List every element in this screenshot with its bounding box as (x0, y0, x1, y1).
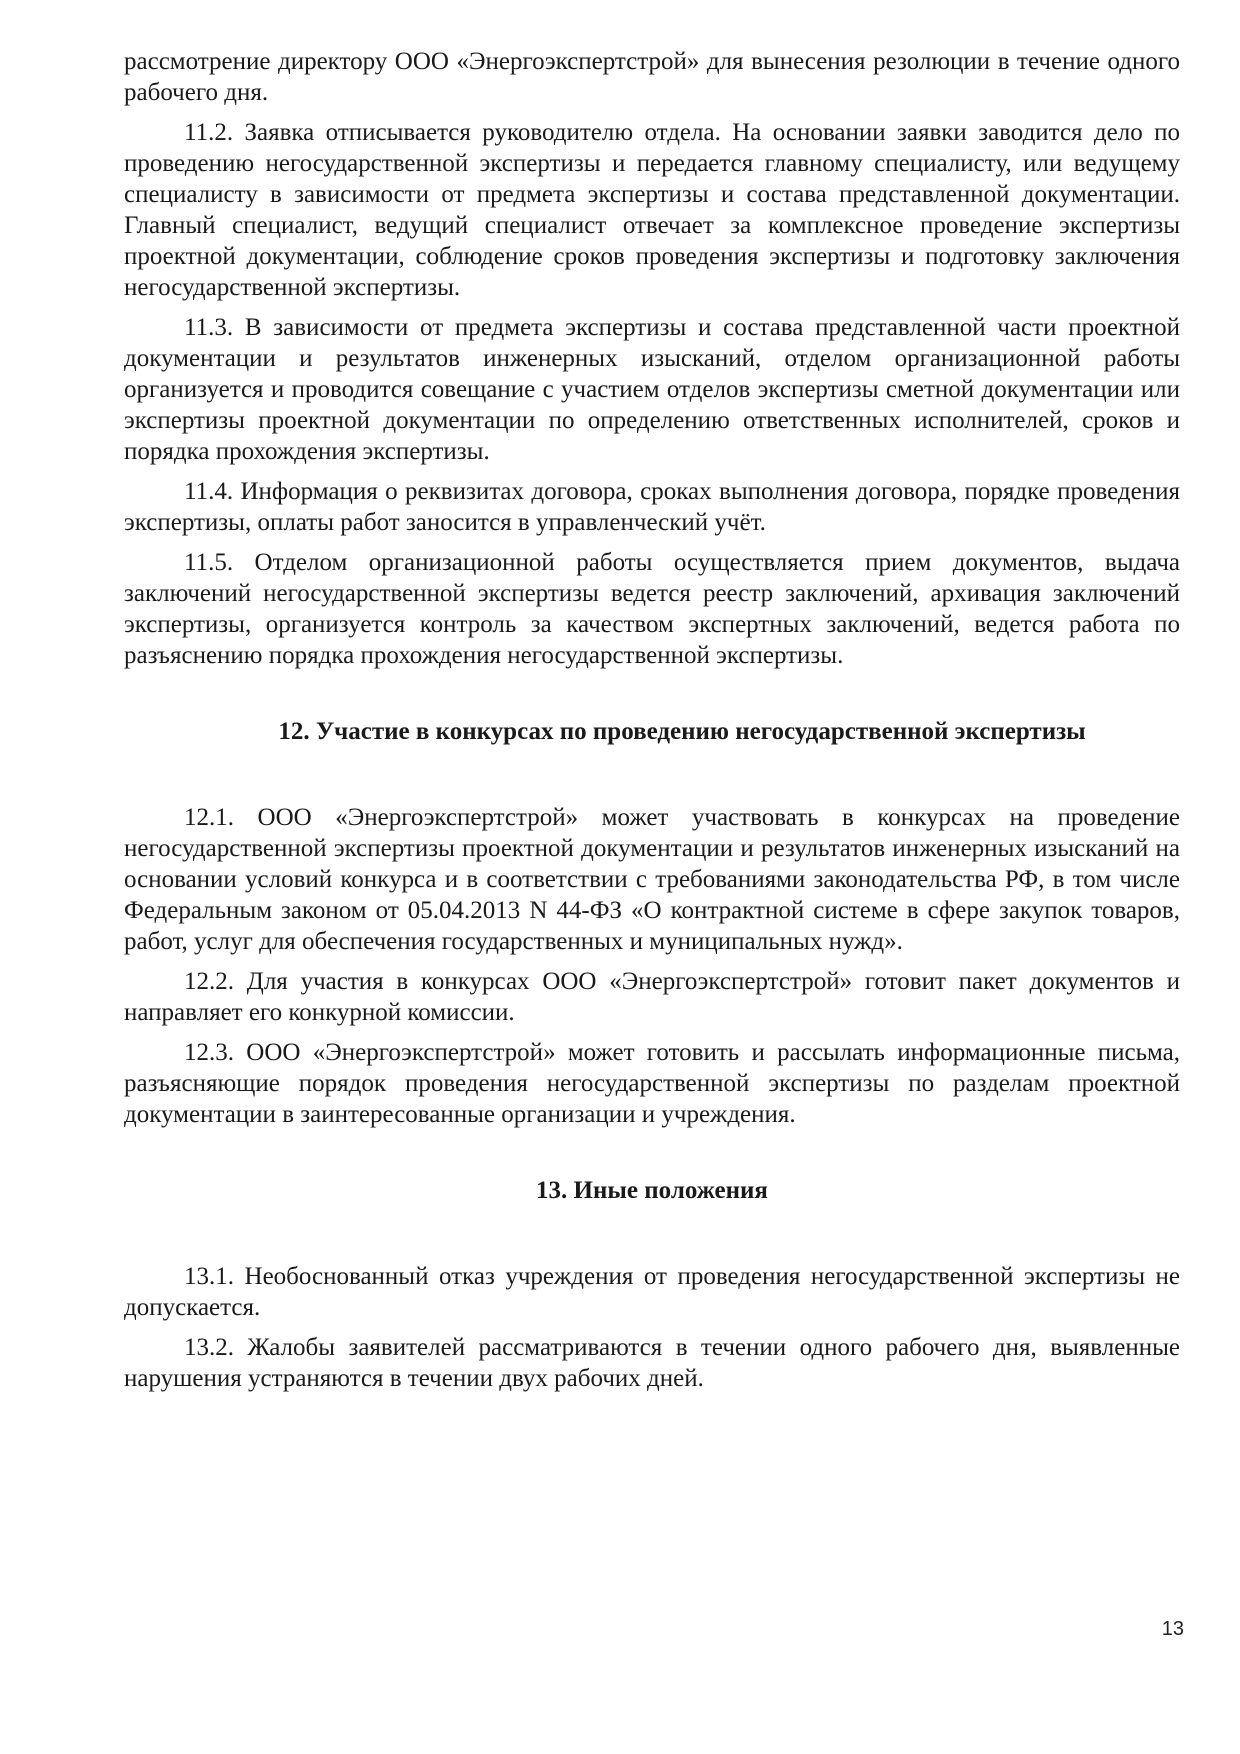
paragraph-11-3: 11.3. В зависимости от предмета экспертизы и состава представленной части проектной документации и результатов инженерных изысканий, отделом организационной работы организуется и проводится совещание с участием отделов экспертизы сметной документации или экспертизы проектной документации по определению ответственных исполнителей, сроков и порядка прохождения экспертизы. (124, 314, 1180, 465)
paragraph-12-2: 12.2. Для участия в конкурсах ООО «Энергоэкспертстрой» готовит пакет документов и направляет его конкурной комиссии. (124, 968, 1180, 1026)
paragraph-11-2: 11.2. Заявка отписывается руководителю отдела. На основании заявки заводится дело по проведению негосударственной экспертизы и передается главному специалисту, или ведущему специалисту в зависимости от предмета экспертизы и состава представленной документации. Главный специалист, ведущий специалист отвечает за комплексное проведение экспертизы проектной документации, соблюдение сроков проведения экспертизы и подготовку заключения негосударственной экспертизы. (124, 119, 1180, 301)
paragraph-13-1: 13.1. Необоснованный отказ учреждения от проведения негосударственной экспертизы не допускается. (124, 1263, 1180, 1321)
section-13-heading: 13. Иные положения (536, 1177, 768, 1204)
document-page (124, 46, 1180, 1403)
paragraph-11-4: 11.4. Информация о реквизитах договора, сроках выполнения договора, порядке проведения экспертизы, оплаты работ заносится в управленческий учёт. (124, 478, 1180, 536)
page-number: 13 (1161, 1618, 1184, 1640)
paragraph-12-1: 12.1. ООО «Энергоэкспертстрой» может участвовать в конкурсах на проведение негосударственной экспертизы проектной документации и результатов инженерных изысканий на основании условий конкурса и в соответствии с требованиями законодательства РФ, в том числе Федеральным законом от 05.04.2013 N 44-ФЗ «О контрактной системе в сфере закупок товаров, работ, услуг для обеспечения государственных и муниципальных нужд». (124, 804, 1180, 955)
paragraph-13-2: 13.2. Жалобы заявителей рассматриваются в течении одного рабочего дня, выявленные нарушения устраняются в течении двух рабочих дней. (124, 1334, 1180, 1392)
paragraph-11-1-continuation: рассмотрение директору ООО «Энергоэкспертстрой» для вынесения резолюции в течение одного рабочего дня. (124, 48, 1180, 106)
paragraph-12-3: 12.3. ООО «Энергоэкспертстрой» может готовить и рассылать информационные письма, разъясняющие порядок проведения негосударственной экспертизы по разделам проектной документации в заинтересованные организации и учреждения. (124, 1039, 1180, 1128)
paragraph-11-5: 11.5. Отделом организационной работы осуществляется прием документов, выдача заключений негосударственной экспертизы ведется реестр заключений, архивация заключений экспертизы, организуется контроль за качеством экспертных заключений, ведется работа по разъяснению порядка прохождения негосударственной экспертизы. (124, 549, 1180, 669)
section-12-heading: 12. Участие в конкурсах по проведению негосударственной экспертизы (278, 718, 1086, 745)
